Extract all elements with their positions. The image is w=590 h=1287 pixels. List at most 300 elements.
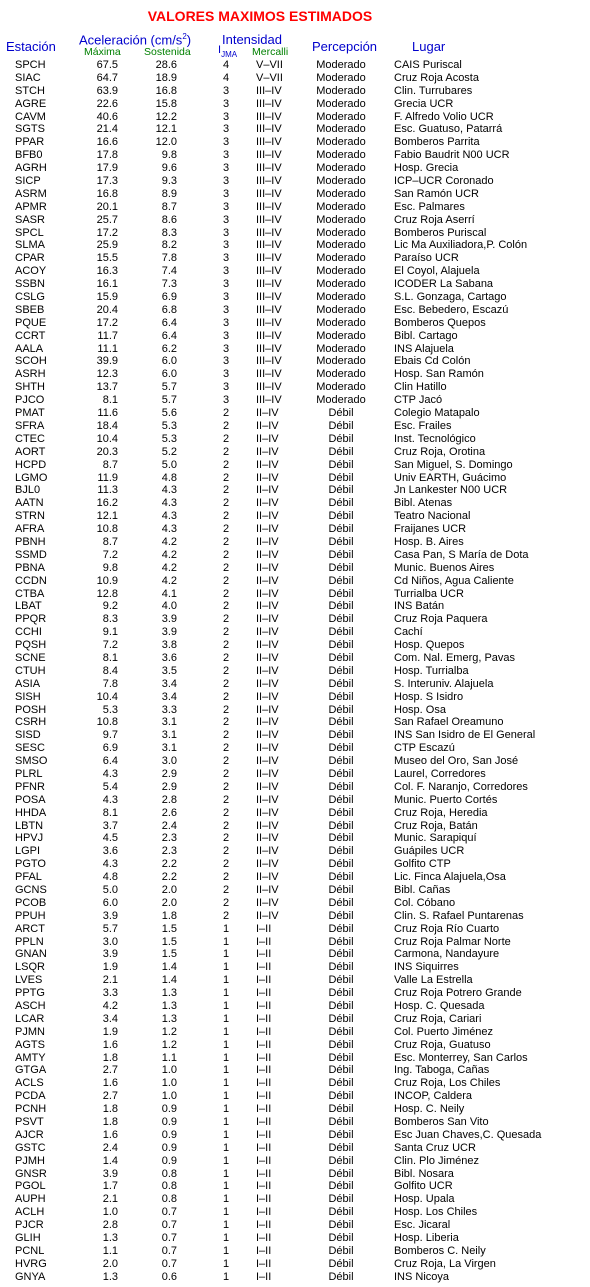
cell-ijma: 1 — [222, 1051, 230, 1064]
cell-estacion: PMAT — [15, 407, 45, 420]
cell-percepcion: Débil — [328, 729, 354, 742]
table-row — [0, 420, 590, 433]
cell-ijma: 2 — [222, 574, 230, 587]
cell-mercalli: II–IV — [256, 613, 279, 626]
cell-maxima: 6.0 — [102, 896, 118, 909]
cell-mercalli: V–VII — [256, 71, 283, 84]
cell-lugar: Guápiles UCR — [394, 845, 465, 858]
cell-sostenida: 6.2 — [161, 342, 177, 355]
cell-mercalli: II–IV — [256, 793, 279, 806]
cell-ijma: 2 — [222, 497, 230, 510]
cell-mercalli: II–IV — [256, 896, 279, 909]
cell-percepcion: Débil — [328, 716, 354, 729]
cell-mercalli: III–IV — [256, 342, 282, 355]
cell-estacion: APMR — [15, 200, 47, 213]
cell-estacion: SCNE — [15, 651, 46, 664]
cell-lugar: San Ramón UCR — [394, 187, 479, 200]
cell-estacion: LSQR — [15, 961, 45, 974]
cell-estacion: AMTY — [15, 1051, 46, 1064]
cell-maxima: 22.6 — [96, 97, 118, 110]
cell-ijma: 3 — [222, 381, 230, 394]
cell-sostenida: 2.8 — [161, 793, 177, 806]
cell-maxima: 2.7 — [102, 1090, 118, 1103]
table-row — [0, 1052, 590, 1065]
cell-percepcion: Débil — [328, 909, 354, 922]
cell-percepcion: Débil — [328, 407, 354, 420]
cell-estacion: AUPH — [15, 1193, 46, 1206]
cell-sostenida: 5.7 — [161, 381, 177, 394]
cell-lugar: S.L. Gonzaga, Cartago — [394, 291, 507, 304]
table-row — [0, 330, 590, 343]
cell-maxima: 25.7 — [96, 213, 118, 226]
table-row — [0, 768, 590, 781]
cell-maxima: 1.6 — [102, 1077, 118, 1090]
cell-lugar: Fabio Baudrit N00 UCR — [394, 149, 510, 162]
cell-sostenida: 18.9 — [155, 71, 177, 84]
cell-mercalli: I–II — [256, 974, 272, 987]
cell-estacion: LVES — [15, 974, 43, 987]
cell-mercalli: III–IV — [256, 278, 282, 291]
table-row — [0, 394, 590, 407]
cell-estacion: SSMD — [15, 548, 47, 561]
cell-ijma: 1 — [222, 1167, 230, 1180]
cell-mercalli: III–IV — [256, 149, 282, 162]
cell-ijma: 2 — [222, 639, 230, 652]
cell-mercalli: III–IV — [256, 355, 282, 368]
cell-percepcion: Débil — [328, 922, 354, 935]
cell-sostenida: 4.3 — [161, 497, 177, 510]
cell-ijma: 1 — [222, 1103, 230, 1116]
cell-estacion: GCNS — [15, 884, 47, 896]
cell-estacion: PPAR — [15, 136, 45, 149]
cell-ijma: 1 — [222, 1064, 230, 1077]
cell-sostenida: 3.4 — [161, 677, 177, 690]
cell-sostenida: 6.0 — [161, 368, 177, 381]
cell-estacion: GSTC — [15, 1141, 46, 1154]
cell-percepcion: Moderado — [316, 110, 366, 123]
cell-percepcion: Débil — [328, 523, 354, 536]
cell-estacion: PGTO — [15, 858, 46, 871]
cell-mercalli: III–IV — [256, 303, 282, 316]
cell-sostenida: 1.8 — [161, 909, 177, 922]
cell-mercalli: II–IV — [256, 574, 279, 587]
cell-ijma: 2 — [222, 561, 230, 574]
cell-percepcion: Débil — [328, 1116, 354, 1129]
cell-sostenida: 4.3 — [161, 484, 177, 497]
cell-percepcion: Débil — [328, 845, 354, 858]
cell-estacion: CPAR — [15, 252, 45, 265]
cell-mercalli: II–IV — [256, 561, 279, 574]
cell-ijma: 2 — [222, 471, 230, 484]
cell-mercalli: II–IV — [256, 458, 279, 471]
cell-maxima: 16.2 — [96, 497, 118, 510]
cell-maxima: 8.7 — [102, 458, 118, 471]
cell-mercalli: III–IV — [256, 329, 282, 342]
subheader-sostenida: Sostenida — [144, 46, 191, 58]
cell-percepcion: Moderado — [316, 252, 366, 265]
data-table — [0, 59, 590, 1284]
cell-maxima: 17.9 — [96, 162, 118, 175]
cell-percepcion: Débil — [328, 651, 354, 664]
table-row — [0, 433, 590, 446]
cell-mercalli: III–IV — [256, 213, 282, 226]
cell-lugar: Bomberos Puriscal — [394, 226, 487, 239]
cell-percepcion: Débil — [328, 1012, 354, 1025]
cell-maxima: 10.4 — [96, 690, 118, 703]
cell-mercalli: II–IV — [256, 651, 279, 664]
cell-maxima: 9.2 — [102, 600, 118, 613]
cell-ijma: 1 — [222, 1206, 230, 1219]
cell-percepcion: Débil — [328, 1077, 354, 1090]
cell-ijma: 1 — [222, 1038, 230, 1051]
cell-ijma: 1 — [222, 1180, 230, 1193]
table-row — [0, 1180, 590, 1193]
cell-maxima: 6.4 — [102, 755, 118, 768]
cell-maxima: 12.3 — [96, 368, 118, 381]
cell-ijma: 3 — [222, 97, 230, 110]
cell-maxima: 2.1 — [102, 974, 118, 987]
cell-lugar: Esc Juan Chaves,C. Quesada — [394, 1128, 542, 1141]
cell-sostenida: 1.0 — [161, 1064, 177, 1077]
cell-ijma: 3 — [222, 187, 230, 200]
table-row — [0, 510, 590, 523]
cell-percepcion: Débil — [328, 484, 354, 497]
cell-mercalli: I–II — [256, 987, 272, 1000]
cell-mercalli: II–IV — [256, 742, 279, 755]
table-row — [0, 613, 590, 626]
cell-percepcion: Débil — [328, 793, 354, 806]
cell-lugar: Cruz Roja Aserrí — [394, 213, 475, 226]
cell-estacion: SESC — [15, 742, 45, 755]
cell-maxima: 1.8 — [102, 1103, 118, 1116]
cell-mercalli: I–II — [256, 961, 272, 974]
cell-percepcion: Débil — [328, 742, 354, 755]
cell-lugar: Bibl. Cañas — [394, 884, 451, 896]
cell-lugar: Laurel, Corredores — [394, 767, 486, 780]
cell-percepcion: Débil — [328, 819, 354, 832]
cell-estacion: LGMO — [15, 471, 48, 484]
cell-mercalli: I–II — [256, 948, 272, 961]
cell-lugar: INS Nicoya — [394, 1270, 450, 1283]
cell-sostenida: 5.6 — [161, 407, 177, 420]
cell-maxima: 16.8 — [96, 187, 118, 200]
cell-maxima: 1.8 — [102, 1051, 118, 1064]
cell-percepcion: Moderado — [316, 84, 366, 97]
cell-sostenida: 7.3 — [161, 278, 177, 291]
cell-lugar: Esc. Monterrey, San Carlos — [394, 1051, 528, 1064]
cell-percepcion: Débil — [328, 1128, 354, 1141]
cell-mercalli: I–II — [256, 1090, 272, 1103]
table-row — [0, 691, 590, 704]
cell-maxima: 12.1 — [96, 510, 118, 523]
cell-maxima: 9.8 — [102, 561, 118, 574]
table-row — [0, 472, 590, 485]
cell-lugar: Paraíso UCR — [394, 252, 459, 265]
cell-maxima: 9.1 — [102, 626, 118, 639]
cell-mercalli: III–IV — [256, 123, 282, 136]
cell-estacion: HVRG — [15, 1257, 47, 1270]
cell-lugar: Inst. Tecnológico — [394, 432, 476, 445]
cell-sostenida: 12.1 — [155, 123, 177, 136]
cell-sostenida: 0.7 — [161, 1244, 177, 1257]
cell-percepcion: Débil — [328, 935, 354, 948]
cell-ijma: 3 — [222, 252, 230, 265]
cell-mercalli: I–II — [256, 1051, 272, 1064]
cell-estacion: SPCL — [15, 226, 44, 239]
table-row — [0, 446, 590, 459]
cell-sostenida: 3.6 — [161, 651, 177, 664]
cell-sostenida: 3.4 — [161, 690, 177, 703]
cell-percepcion: Débil — [328, 497, 354, 510]
cell-mercalli: II–IV — [256, 806, 279, 819]
cell-maxima: 16.3 — [96, 265, 118, 278]
subheader-maxima: Máxima — [84, 46, 121, 58]
cell-maxima: 8.3 — [102, 613, 118, 626]
cell-maxima: 8.1 — [102, 806, 118, 819]
cell-sostenida: 6.4 — [161, 329, 177, 342]
cell-sostenida: 4.8 — [161, 471, 177, 484]
cell-mercalli: II–IV — [256, 690, 279, 703]
cell-sostenida: 4.3 — [161, 510, 177, 523]
cell-lugar: Bomberos C. Neily — [394, 1244, 486, 1257]
table-row — [0, 214, 590, 227]
cell-ijma: 1 — [222, 1128, 230, 1141]
cell-ijma: 1 — [222, 935, 230, 948]
cell-maxima: 39.9 — [96, 355, 118, 368]
cell-ijma: 3 — [222, 200, 230, 213]
cell-sostenida: 0.9 — [161, 1128, 177, 1141]
cell-ijma: 3 — [222, 149, 230, 162]
cell-mercalli: II–IV — [256, 845, 279, 858]
cell-mercalli: II–IV — [256, 548, 279, 561]
cell-estacion: PLRL — [15, 767, 43, 780]
cell-sostenida: 2.3 — [161, 845, 177, 858]
cell-sostenida: 0.7 — [161, 1232, 177, 1245]
cell-percepcion: Moderado — [316, 187, 366, 200]
cell-ijma: 1 — [222, 1257, 230, 1270]
cell-estacion: PPQR — [15, 613, 47, 626]
cell-ijma: 3 — [222, 162, 230, 175]
cell-mercalli: III–IV — [256, 368, 282, 381]
cell-sostenida: 8.7 — [161, 200, 177, 213]
cell-maxima: 25.9 — [96, 239, 118, 252]
table-row — [0, 832, 590, 845]
cell-maxima: 4.3 — [102, 793, 118, 806]
cell-maxima: 16.6 — [96, 136, 118, 149]
table-row — [0, 1064, 590, 1077]
cell-maxima: 4.8 — [102, 871, 118, 884]
cell-maxima: 17.8 — [96, 149, 118, 162]
cell-lugar: Cruz Roja, Guatuso — [394, 1038, 491, 1051]
cell-maxima: 3.9 — [102, 1167, 118, 1180]
table-row — [0, 1000, 590, 1013]
cell-ijma: 1 — [222, 987, 230, 1000]
cell-sostenida: 4.2 — [161, 535, 177, 548]
cell-estacion: AGRH — [15, 162, 47, 175]
cell-percepcion: Débil — [328, 1000, 354, 1013]
cell-mercalli: I–II — [256, 1257, 272, 1270]
cell-sostenida: 9.3 — [161, 175, 177, 188]
cell-estacion: SISD — [15, 729, 41, 742]
cell-ijma: 2 — [222, 587, 230, 600]
cell-estacion: AFRA — [15, 523, 45, 536]
cell-mercalli: II–IV — [256, 871, 279, 884]
cell-estacion: PFNR — [15, 780, 45, 793]
cell-estacion: BJL0 — [15, 484, 41, 497]
cell-lugar: Hosp. Grecia — [394, 162, 459, 175]
table-row — [0, 497, 590, 510]
subheader-ijma-i: I — [218, 44, 222, 56]
table-row — [0, 227, 590, 240]
cell-percepcion: Débil — [328, 1270, 354, 1283]
cell-percepcion: Débil — [328, 832, 354, 845]
cell-ijma: 3 — [222, 84, 230, 97]
cell-estacion: HCPD — [15, 458, 47, 471]
table-row — [0, 407, 590, 420]
cell-ijma: 1 — [222, 1012, 230, 1025]
cell-percepcion: Débil — [328, 600, 354, 613]
table-row — [0, 652, 590, 665]
cell-lugar: Colegio Matapalo — [394, 407, 480, 420]
cell-maxima: 8.7 — [102, 535, 118, 548]
cell-lugar: Santa Cruz UCR — [394, 1141, 476, 1154]
header-percepcion: Percepción — [312, 39, 378, 54]
cell-sostenida: 0.8 — [161, 1167, 177, 1180]
cell-percepcion: Débil — [328, 858, 354, 871]
cell-maxima: 8.1 — [102, 651, 118, 664]
cell-maxima: 67.5 — [96, 59, 118, 71]
cell-percepcion: Débil — [328, 445, 354, 458]
cell-sostenida: 0.9 — [161, 1141, 177, 1154]
cell-maxima: 21.4 — [96, 123, 118, 136]
cell-percepcion: Débil — [328, 1154, 354, 1167]
cell-lugar: Hosp. San Ramón — [394, 368, 484, 381]
cell-estacion: PJCR — [15, 1219, 44, 1232]
table-row — [0, 149, 590, 162]
cell-ijma: 1 — [222, 1193, 230, 1206]
cell-estacion: AALA — [15, 342, 44, 355]
cell-mercalli: III–IV — [256, 175, 282, 188]
cell-sostenida: 16.8 — [155, 84, 177, 97]
cell-estacion: GTGA — [15, 1064, 47, 1077]
table-row — [0, 549, 590, 562]
cell-ijma: 2 — [222, 407, 230, 420]
cell-sostenida: 1.5 — [161, 935, 177, 948]
cell-sostenida: 0.7 — [161, 1257, 177, 1270]
cell-estacion: PCNL — [15, 1244, 45, 1257]
cell-ijma: 1 — [222, 1090, 230, 1103]
table-row — [0, 897, 590, 910]
cell-maxima: 8.4 — [102, 664, 118, 677]
cell-maxima: 2.0 — [102, 1257, 118, 1270]
cell-percepcion: Moderado — [316, 175, 366, 188]
cell-maxima: 1.0 — [102, 1206, 118, 1219]
cell-maxima: 40.6 — [96, 110, 118, 123]
cell-estacion: CCRT — [15, 329, 46, 342]
table-row — [0, 575, 590, 588]
cell-ijma: 1 — [222, 974, 230, 987]
cell-lugar: ICP–UCR Coronado — [394, 175, 494, 188]
cell-sostenida: 3.9 — [161, 626, 177, 639]
cell-ijma: 1 — [222, 1270, 230, 1283]
cell-sostenida: 0.6 — [161, 1270, 177, 1283]
cell-ijma: 2 — [222, 909, 230, 922]
cell-estacion: POSA — [15, 793, 46, 806]
table-row — [0, 588, 590, 601]
header-aceleracion-close: ) — [186, 32, 192, 48]
table-row — [0, 459, 590, 472]
cell-estacion: CTBA — [15, 587, 45, 600]
cell-ijma: 2 — [222, 677, 230, 690]
header-aceleracion-sup: 2 — [182, 32, 187, 41]
table-row — [0, 252, 590, 265]
cell-estacion: LGPI — [15, 845, 41, 858]
cell-ijma: 1 — [222, 1244, 230, 1257]
cell-estacion: SHTH — [15, 381, 45, 394]
cell-maxima: 1.4 — [102, 1154, 118, 1167]
cell-mercalli: II–IV — [256, 716, 279, 729]
cell-sostenida: 9.8 — [161, 149, 177, 162]
table-row — [0, 523, 590, 536]
table-row — [0, 716, 590, 729]
cell-estacion: ACOY — [15, 265, 47, 278]
cell-lugar: Com. Nal. Emerg, Pavas — [394, 651, 516, 664]
cell-estacion: PQUE — [15, 316, 47, 329]
cell-estacion: CTEC — [15, 432, 45, 445]
cell-ijma: 2 — [222, 651, 230, 664]
cell-estacion: LBAT — [15, 600, 42, 613]
cell-estacion: ACLS — [15, 1077, 44, 1090]
cell-estacion: PJCO — [15, 394, 45, 407]
header-estacion: Estación — [6, 39, 56, 54]
cell-ijma: 3 — [222, 342, 230, 355]
cell-estacion: PPTG — [15, 987, 45, 1000]
cell-lugar: Esc. Palmares — [394, 200, 465, 213]
cell-percepcion: Débil — [328, 471, 354, 484]
table-row — [0, 974, 590, 987]
cell-sostenida: 3.1 — [161, 729, 177, 742]
cell-sostenida: 1.3 — [161, 1000, 177, 1013]
subheader-ijma — [218, 44, 238, 59]
cell-mercalli: II–IV — [256, 445, 279, 458]
cell-ijma: 1 — [222, 922, 230, 935]
cell-ijma: 2 — [222, 510, 230, 523]
cell-percepcion: Débil — [328, 1090, 354, 1103]
cell-lugar: Cruz Roja, Orotina — [394, 445, 486, 458]
cell-percepcion: Débil — [328, 1232, 354, 1245]
cell-percepcion: Débil — [328, 1244, 354, 1257]
cell-maxima: 1.7 — [102, 1180, 118, 1193]
cell-mercalli: III–IV — [256, 316, 282, 329]
cell-lugar: Hosp. Upala — [394, 1193, 455, 1206]
cell-lugar: F. Alfredo Volio UCR — [394, 110, 494, 123]
cell-percepcion: Débil — [328, 884, 354, 896]
cell-sostenida: 6.0 — [161, 355, 177, 368]
cell-percepcion: Débil — [328, 574, 354, 587]
cell-lugar: Teatro Nacional — [394, 510, 471, 523]
cell-percepcion: Moderado — [316, 291, 366, 304]
cell-mercalli: III–IV — [256, 162, 282, 175]
cell-percepcion: Débil — [328, 896, 354, 909]
cell-maxima: 5.0 — [102, 884, 118, 896]
cell-mercalli: III–IV — [256, 187, 282, 200]
cell-ijma: 2 — [222, 432, 230, 445]
cell-ijma: 2 — [222, 690, 230, 703]
cell-lugar: Univ EARTH, Guácimo — [394, 471, 507, 484]
cell-lugar: Turrialba UCR — [394, 587, 464, 600]
table-row — [0, 265, 590, 278]
cell-ijma: 1 — [222, 1154, 230, 1167]
